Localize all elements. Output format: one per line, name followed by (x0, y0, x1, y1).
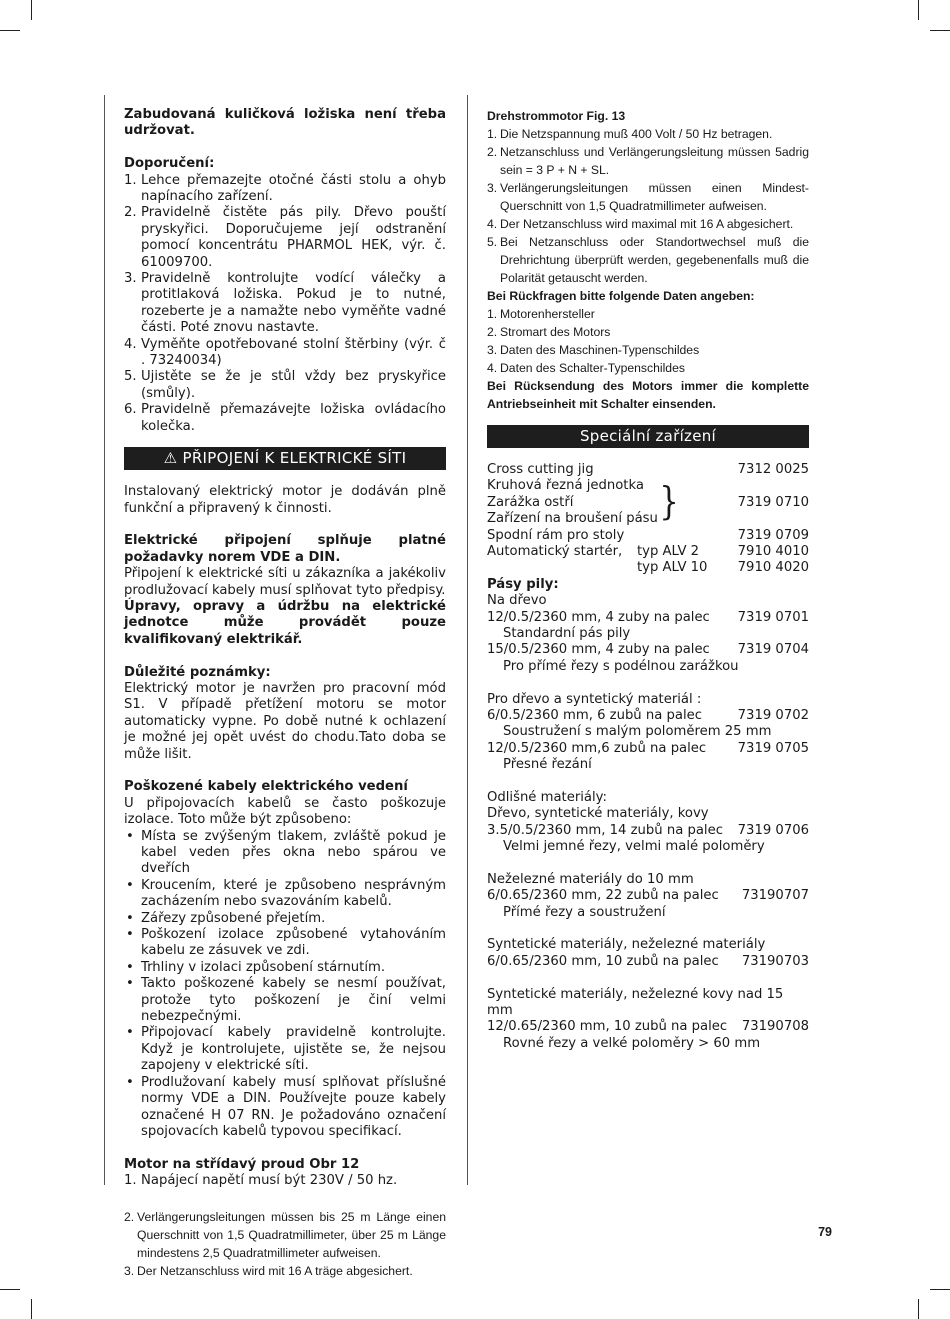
notes-heading: Důležité poznámky: (124, 664, 271, 680)
list-item: • Takto poškozené kabely se nesmí používat, protože tyto poškození je činí velmi nebezpečnými. (124, 976, 446, 1025)
blade-row: 6/0.65/2360 mm, 10 zubů na palec 73190703 (487, 953, 809, 969)
crop-mark (31, 1299, 32, 1319)
list-item: 1. Napájecí napětí musí být 230V / 50 hz. (124, 1173, 398, 1189)
list-item: 3. Der Netzanschluss wird mit 16 A träge abgesichert. (124, 1263, 413, 1278)
other-materials-heading: Odlišné materiály: (487, 789, 607, 805)
notes-text: Elektrický motor je navržen pro pracovní mód S1. V případě přetížení motoru se motor automaticky vypne. Po době nutné k ochlazení je možné jej opět uvést do chodu.Tato doba se může lišit. (124, 680, 446, 762)
list-item: 1. Motorenhersteller (487, 307, 595, 321)
nonferrous-heading: Neželezné materiály do 10 mm (487, 871, 694, 887)
accessory-row: Zarážka ostří 7319 0710 (487, 494, 809, 510)
crop-mark (918, 0, 919, 20)
ac-motor-list (124, 1173, 446, 1189)
crop-mark (31, 0, 32, 20)
blade-note: Soustružení s malým poloměrem 25 mm (503, 724, 772, 740)
list-item: 1. Die Netzspannung muß 400 Volt / 50 Hz betragen. (487, 127, 773, 141)
blade-row: 12/0.5/2360 mm, 4 zuby na palec 7319 0701 (487, 609, 809, 625)
list-item: 3. Pravidelně kontrolujte vodící válečky a protitlaková ložiska. Pokud je to nutné, rozeberte je a namažte nebo vyměňte vadné části. Poté znovu nastavte. (124, 271, 446, 336)
rueckfragen-list (487, 305, 809, 377)
section-bar-special: Speciální zařízení (487, 425, 809, 448)
blade-row: 12/0.65/2360 mm, 10 zubů na palec 73190708 (487, 1019, 809, 1035)
crop-mark (918, 1299, 919, 1319)
other-materials-sub: Dřevo, syntetické materiály, kovy (487, 806, 709, 822)
rueckfragen-heading: Bei Rückfragen bitte folgende Daten angeben: (487, 289, 755, 303)
list-item: • Místa se zvýšeným tlakem, zvláště pokud je kabel veden přes okna nebo spárou ve dveřích (124, 829, 446, 878)
accessory-row: typ ALV 10 7910 4020 (637, 560, 809, 576)
list-item: 3. Verlängerungsleitungen müssen einen Mindest-Querschnitt von 1,5 Quadratmillimeter aufweisen. (487, 181, 809, 213)
drehstrom-heading: Drehstrommotor Fig. 13 (487, 109, 626, 123)
accessory-row: Zařízení na broušení pásu (487, 511, 658, 527)
blade-row: 6/0.65/2360 mm, 22 zubů na palec 73190707 (487, 888, 809, 904)
blade-row: 12/0.5/2360 mm,6 zubů na palec 7319 0705 (487, 740, 809, 756)
list-item: • Prodlužovaní kabely musí splňovat příslušné normy VDE a DIN. Používejte pouze kabely označené H 07 RN. Je požadováno označení spojovacích kabelů typovou specifikací. (124, 1075, 446, 1141)
list-item: 2. Pravidelně čistěte pás pily. Dřevo pouští pryskyřici. Doporučujeme její odstranění pomocí koncentrátu PHARMOL HEK, výr. č. 61009700. (124, 205, 446, 270)
blade-note: Přímé řezy a soustružení (503, 904, 666, 920)
blade-row: 15/0.5/2360 mm, 4 zuby na palec 7319 0704 (487, 642, 809, 658)
section-bar-electric: ⚠ PŘIPOJENÍ K ELEKTRICKÉ SÍTI (124, 447, 446, 470)
blade-row: 6/0.5/2360 mm, 6 zubů na palec 7319 0702 (487, 707, 809, 723)
cables-list (124, 829, 446, 1141)
grouping-brace: } (659, 479, 679, 524)
cables-text: U připojovacích kabelů se často poškozuje izolace. Toto může být způsobeno: (124, 795, 446, 828)
crop-mark (930, 1289, 950, 1290)
list-item: 4. Der Netzanschluss wird maximal mit 16 A abgesichert. (487, 217, 794, 231)
blade-note: Velmi jemné řezy, velmi malé poloměry (503, 839, 765, 855)
drehstrom-list (487, 125, 809, 287)
blade-note: Rovné řezy a velké poloměry > 60 mm (503, 1035, 761, 1051)
list-item: • Připojovací kabely pravidelně kontrolujte. Když je kontrolujete, ujistěte se, že nejsou zapojeny v elektrické síti. (124, 1025, 446, 1074)
accessory-group (487, 478, 809, 527)
list-item: 4. Vyměňte opotřebované stolní štěrbiny (výr. č . 73240034) (124, 336, 446, 369)
list-item: 1. Lehce přemazejte otočné části stolu a ohyb napínacího zařízení. (124, 172, 446, 205)
ruecksendung-text: Bei Rücksendung des Motors immer die komplette Antriebseinheit mit Schalter einsenden. (487, 379, 809, 411)
list-item: 5. Bei Netzanschluss oder Standortwechsel muß die Drehrichtung überprüft werden, gegebenenfalls muß die Polarität getauscht werden. (487, 235, 809, 285)
page-number: 79 (818, 1225, 832, 1239)
synthetic-metals-heading: Syntetické materiály, neželezné kovy nad 15 mm (487, 986, 784, 1019)
ac-motor-list-de (124, 1208, 446, 1280)
blade-note: Přesné řezání (503, 757, 592, 773)
ac-motor-heading: Motor na střídavý proud Obr 12 (124, 1156, 360, 1172)
connection-warning: Úpravy, opravy a údržbu na elektrické jednotce může provádět pouze kvalifikovaný elektrikář. (124, 598, 446, 647)
list-item: 4. Daten des Schalter-Typenschildes (487, 361, 685, 375)
list-item: 2. Stromart des Motors (487, 325, 611, 339)
blades-heading: Pásy pily: (487, 576, 559, 592)
crop-mark (930, 30, 950, 31)
list-item: 3. Daten des Maschinen-Typenschildes (487, 343, 700, 357)
accessory-row: Kruhová řezná jednotka (487, 478, 644, 494)
crop-mark (0, 1289, 20, 1290)
recommend-heading: Doporučení: (124, 156, 215, 172)
blade-note: Pro přímé řezy s podélnou zarážkou (503, 658, 739, 674)
intro-text: Zabudovaná kuličková ložiska není třeba udržovat. (124, 107, 446, 139)
cables-heading: Poškozené kabely elektrického vedení (124, 779, 408, 795)
left-margin-rule (104, 95, 105, 1185)
accessory-row: Spodní rám pro stoly 7319 0709 (487, 527, 809, 543)
synthetic-nonferrous-heading: Syntetické materiály, neželezné materiály (487, 937, 766, 953)
blade-row: 3.5/0.5/2360 mm, 14 zubů na palec 7319 0706 (487, 822, 809, 838)
accessory-row: Cross cutting jig 7312 0025 (487, 462, 809, 477)
synthetic-heading: Pro dřevo a syntetický materiál : (487, 691, 702, 707)
left-column (124, 107, 446, 1280)
installed-text: Instalovaný elektrický motor je dodáván plně funkční a připravený k činnosti. (124, 484, 446, 516)
list-item: 6. Pravidelně přemazávejte ložiska ovládacího kolečka. (124, 402, 446, 434)
column-divider (467, 95, 468, 1185)
list-item: 5. Ujistěte se že je stůl vždy bez pryskyřice (smůly). (124, 369, 446, 401)
list-item: • Trhliny v izolaci způsobení stárnutím. (124, 960, 446, 976)
connection-text: Připojení k elektrické síti u zákazníka a jakékoliv prodlužovací kabely musí splňovat tyto předpisy. (124, 566, 446, 598)
list-item: 2. Verlängerungsleitungen müssen bis 25 m Länge einen Querschnitt von 1,5 Quadratmillimeter, über 25 m Länge mindestens 2,5 Quadratmillimeter aufweisen. (124, 1209, 446, 1260)
list-item: • Kroucením, které je způsobeno nesprávným zacházením nebo svazováním kabelů. (124, 878, 446, 911)
list-item: • Zářezy způsobené přejetím. (124, 911, 446, 927)
connection-bold: Elektrické připojení splňuje platné požadavky norem VDE a DIN. (124, 533, 446, 565)
accessory-row: Automatický startér, typ ALV 2 7910 4010 (487, 543, 809, 559)
blade-note: Standardní pás pily (503, 625, 631, 641)
right-column (487, 107, 809, 1052)
list-item: 2. Netzanschluss und Verlängerungsleitung müssen 5adrig sein = 3 P + N + SL. (487, 145, 809, 177)
crop-mark (0, 30, 20, 31)
wood-heading: Na dřevo (487, 593, 547, 609)
recommend-list (124, 173, 446, 436)
list-item: • Poškození izolace způsobené vytahováním kabelu ze zásuvek ve zdi. (124, 927, 446, 960)
